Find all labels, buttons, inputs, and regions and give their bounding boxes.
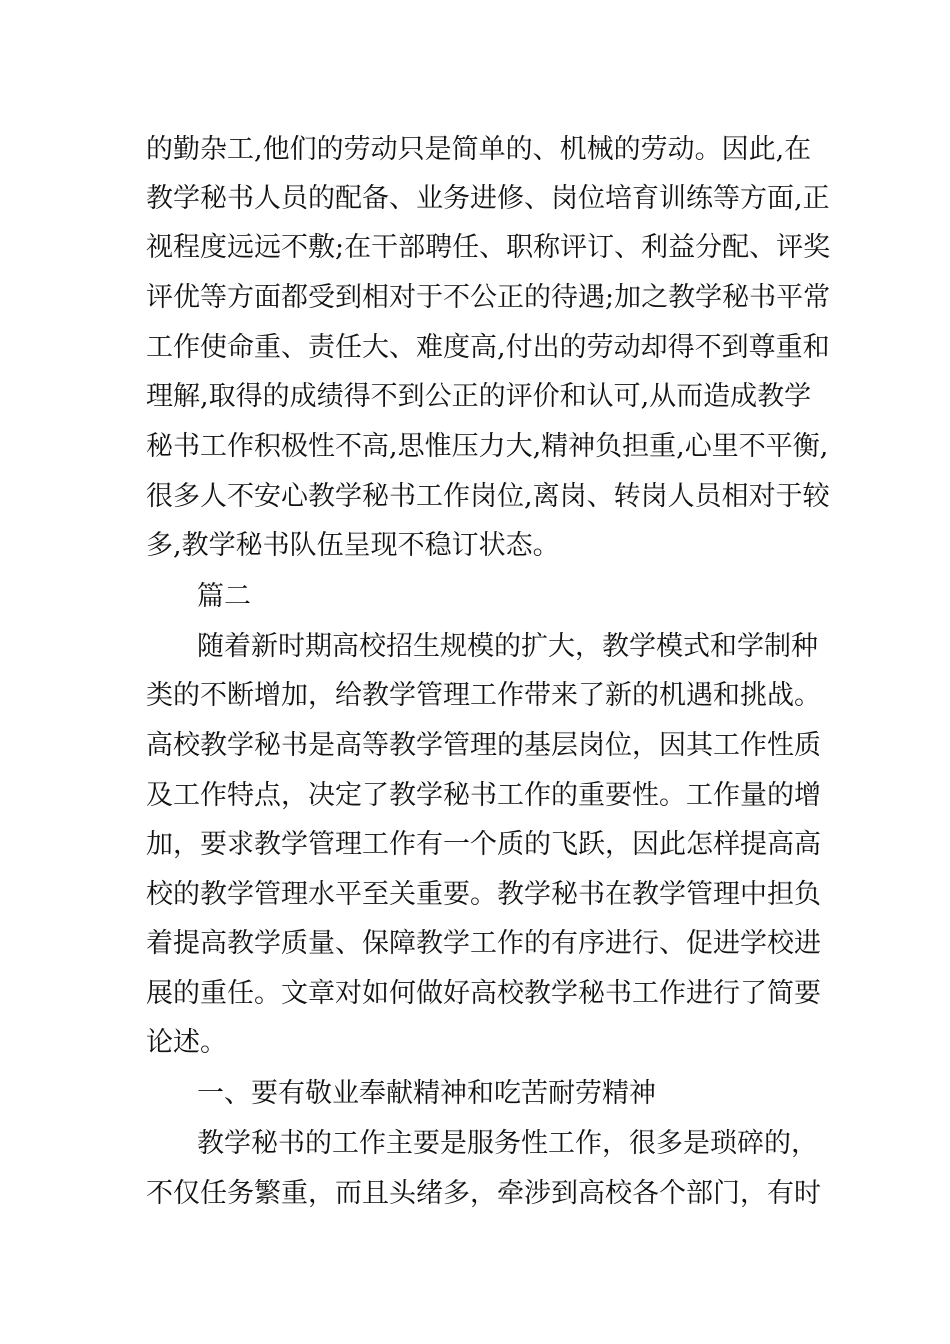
text-line: 及工作特点，决定了教学秘书工作的重要性。工作量的增 bbox=[146, 780, 821, 811]
text-line: 教学秘书人员的配备、业务进修、岗位培育训练等方面,正 bbox=[146, 183, 830, 214]
section-heading: 篇二 bbox=[197, 581, 251, 612]
text-line: 校的教学管理水平至关重要。教学秘书在教学管理中担负 bbox=[146, 879, 821, 910]
text-line: 评优等方面都受到相对于不公正的待遇;加之教学秘书平常 bbox=[146, 282, 831, 313]
text-line: 论述。 bbox=[146, 1027, 227, 1058]
text-line: 的勤杂工,他们的劳动只是简单的、机械的劳动。因此,在 bbox=[146, 134, 812, 165]
text-line: 秘书工作积极性不高,思惟压力大,精神负担重,心里不平衡, bbox=[146, 431, 829, 462]
text-line: 视程度远远不敷;在干部聘任、职称评订、利益分配、评奖 bbox=[146, 232, 831, 263]
text-line: 高校教学秘书是高等教学管理的基层岗位，因其工作性质 bbox=[146, 730, 821, 761]
text-line: 很多人不安心教学秘书工作岗位,离岗、转岗人员相对于较 bbox=[146, 481, 830, 512]
text-line: 不仅任务繁重，而且头绪多，牵涉到高校各个部门，有时 bbox=[146, 1178, 821, 1209]
paragraph-first-line: 教学秘书的工作主要是服务性工作，很多是琐碎的， bbox=[197, 1128, 818, 1159]
text-line: 着提高教学质量、保障教学工作的有序进行、促进学校进 bbox=[146, 928, 821, 959]
text-line: 展的重任。文章对如何做好高校教学秘书工作进行了简要 bbox=[146, 978, 821, 1009]
text-line: 理解,取得的成绩得不到公正的评价和认可,从而造成教学 bbox=[146, 381, 812, 412]
text-line: 工作使命重、责任大、难度高,付出的劳动却得不到尊重和 bbox=[146, 332, 830, 363]
text-line: 加，要求教学管理工作有一个质的飞跃，因此怎样提高高 bbox=[146, 829, 821, 860]
text-line: 类的不断增加，给教学管理工作带来了新的机遇和挑战。 bbox=[146, 680, 821, 711]
subsection-heading: 一、要有敬业奉献精神和吃苦耐劳精神 bbox=[197, 1078, 656, 1109]
text-line: 多,教学秘书队伍呈现不稳订状态。 bbox=[146, 530, 560, 561]
paragraph-first-line: 随着新时期高校招生规模的扩大，教学模式和学制种 bbox=[197, 631, 818, 662]
